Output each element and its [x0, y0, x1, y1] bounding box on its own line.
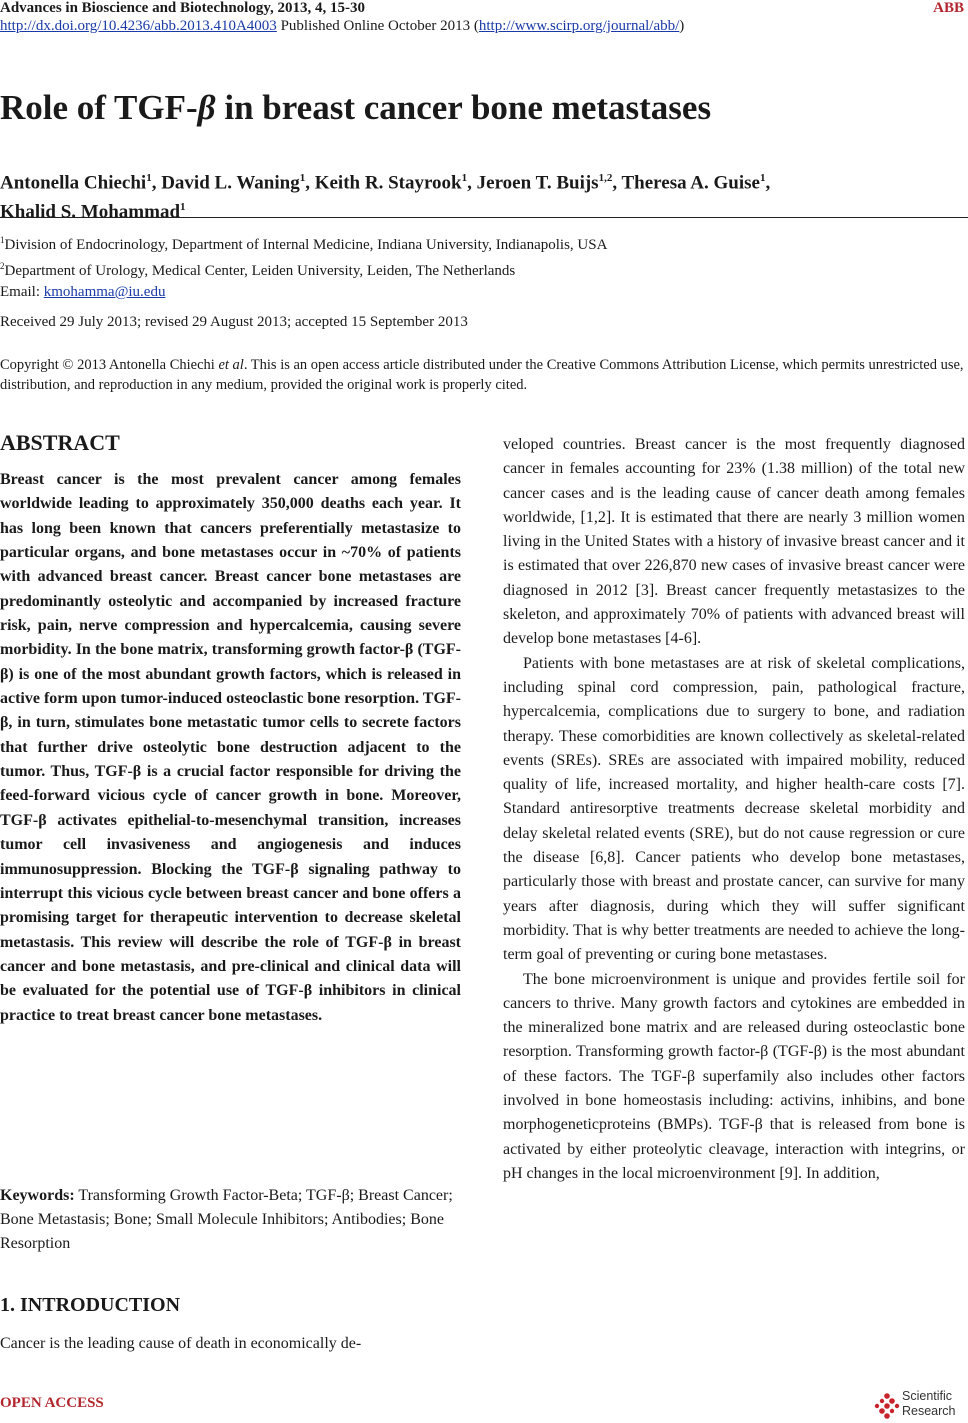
author-name: David L. Waning — [161, 172, 300, 194]
logo-dot — [890, 1409, 894, 1413]
keywords — [0, 1184, 461, 1256]
open-access-label: OPEN ACCESS — [0, 1395, 104, 1411]
keywords-label: Keywords: — [0, 1187, 75, 1204]
logo-text — [902, 1389, 956, 1419]
close-paren: ) — [679, 18, 685, 34]
title-part: Role of TGF- — [0, 88, 198, 127]
author-name: Antonella Chiechi — [0, 172, 147, 194]
body-paragraph: The bone microenvironment is unique and provides fertile soil for cancers to thrive. Many growth factors and cytokines are embedded in the mineralized bone matrix and are released during osteoclastic bone resorption. Transforming growth factor-β (TGF-β) is the most abundant of these factors. The TGF-β superfamily also includes other factors involved in bone homeostasis including: activins, inhibins, and bone morphogeneticproteins (BMPs). TGF-β that is released from bone is activated by either proteolytic cleavage, interaction with integrins, or pH changes in the local microenvironment [9]. In addition, — [503, 970, 965, 1182]
affiliation-text: Department of Urology, Medical Center, Leiden University, Leiden, The Netherlands — [4, 263, 516, 279]
affiliation-line — [0, 230, 960, 256]
body-paragraph: Patients with bone metastases are at risk of skeletal complications, including spinal cord compression, pain, pathological fracture, hypercalcemia, complications due to surgery to bone, and radiation therapy. These comorbidities are known collectively as skeletal-related events (SREs). SREs are associated with impaired mobility, reduced quality of life, increased mortality, and higher health-care costs [7]. Standard antiresorptive treatments decrease skeletal morbidity and delay skeletal related events (SRE), but do not cause regression or cure the disease [6,8]. Cancer patients who develop bone metastases, particularly those with breast and prostate cancer, can survive for many years after diagnosis, during which they will suffer significant morbidity. That is why better treatments are needed to achieve the long-term goal of preventing or curing bone metastases. — [503, 654, 965, 964]
affiliations — [0, 230, 960, 303]
paper-title — [0, 88, 711, 128]
logo-dot — [884, 1413, 890, 1419]
copyright-text: Copyright © 2013 Antonella Chiechi — [0, 357, 219, 373]
logo-dot — [884, 1403, 890, 1409]
copyright-notice — [0, 355, 968, 395]
author-name: Khalid S. Mohammad — [0, 201, 181, 223]
logo-dot — [879, 1408, 885, 1414]
journal-link[interactable]: http://www.scirp.org/journal/abb/ — [478, 18, 680, 34]
author-affiliation-mark: 1 — [759, 172, 766, 184]
author-name: Keith R. Stayrook — [314, 172, 462, 194]
author-name: Jeroen T. Buijs — [476, 172, 599, 194]
journal-abbrev: ABB — [933, 0, 964, 16]
email-label: Email: — [0, 284, 44, 300]
author-affiliation-mark: 1 — [461, 172, 468, 184]
received-dates: Received 29 July 2013; revised 29 August 2013; accepted 15 September 2013 — [0, 314, 468, 330]
affiliation-mark: 2 — [0, 261, 5, 271]
title-beta: β — [197, 88, 216, 127]
introduction-heading: 1. INTRODUCTION — [0, 1294, 181, 1316]
author-affiliation-mark: 1 — [299, 172, 306, 184]
affiliation-mark: 1 — [0, 235, 5, 245]
logo-dot — [880, 1399, 884, 1403]
logo-dot — [884, 1393, 890, 1399]
body-paragraph: veloped countries. Breast cancer is the most frequently diagnosed cancer in females accounting for 23% (1.38 million) of the total new cancer cases and is the leading cause of cancer death among females worldwide, [1,2]. It is estimated that there are nearly 3 million women living in the United States with a history of invasive breast cancer and it is estimated that over 226,870 new cases of invasive breast cancer were diagnosed in 2012 [3]. Breast cancer frequently metastasizes to the skeleton, and approximately 70% of patients with advanced breast will develop bone metastases [4-6]. — [503, 436, 965, 648]
right-column — [503, 433, 965, 1186]
logo-dot — [889, 1398, 895, 1404]
affiliation-list — [0, 230, 960, 282]
logo-dots-icon — [874, 1393, 900, 1419]
author-affiliation-mark: 1 — [146, 172, 152, 184]
published-text: Published Online October 2013 ( — [276, 18, 479, 34]
email-line — [0, 282, 960, 303]
affiliation-line — [0, 256, 960, 282]
author-affiliation-mark: 1,2 — [598, 172, 613, 184]
logo-dot — [875, 1404, 879, 1408]
email-link[interactable]: kmohamma@iu.edu — [43, 284, 166, 300]
scientific-research-logo — [874, 1389, 964, 1421]
introduction-text: Cancer is the leading cause of death in economically de- — [0, 1335, 362, 1352]
title-part: in breast cancer bone metastases — [215, 88, 712, 127]
author-name: Theresa A. Guise — [621, 172, 760, 194]
publication-line — [0, 18, 684, 35]
header-divider — [0, 217, 968, 218]
copyright-etal: et al — [218, 357, 244, 373]
author-affiliation-mark: 1 — [180, 201, 186, 214]
journal-citation: Advances in Bioscience and Biotechnology, 2013, 4, 15-30 — [0, 0, 366, 16]
abstract-heading: ABSTRACT — [0, 430, 120, 455]
doi-link[interactable]: http://dx.doi.org/10.4236/abb.2013.410A4003 — [0, 18, 277, 34]
logo-dot — [895, 1404, 899, 1408]
copyright-text: . This is an open access article distributed under the Creative Commons Attribution License, which permits unrestricted use, distribution, and reproduction in any medium, provided the original work is properly cited. — [0, 357, 964, 393]
author-list: Antonella Chiechi$^1$, David L. Waning$^1$, Keith R. Stayrook$^1$, Jeroen T. Buijs$^{1,2}$, Theresa A. Guise$^1$, Khalid S. Mohammad$^1$ — [0, 172, 771, 223]
logo-line: Research — [902, 1404, 956, 1418]
logo-line: Scientific — [902, 1389, 953, 1403]
affiliation-text: Division of Endocrinology, Department of Internal Medicine, Indiana University, Indianapolis, USA — [4, 237, 608, 253]
abstract-text: Breast cancer is the most prevalent cancer among females worldwide leading to approximately 350,000 deaths each year. It has long been known that cancers preferentially metastasize to particular organs, and bone metastases occur in ~70% of patients with advanced breast cancer. Breast cancer bone metastases are predominantly osteolytic and accompanied by increased fracture risk, pain, nerve compression and hypercalcemia, causing severe morbidity. In the bone matrix, transforming growth factor-β (TGF-β) is one of the most abundant growth factors, which is released in active form upon tumor-induced osteoclastic bone resorption. TGF-β, in turn, stimulates bone metastatic tumor cells to secrete factors that further drive osteolytic bone destruction adjacent to the tumor. Thus, TGF-β is a crucial factor responsible for driving the feed-forward vicious cycle of cancer growth in bone. Moreover, TGF-β activates epithelial-to-mesenchymal transition, increases tumor cell invasiveness and angiogenesis and induces immunosuppression. Blocking the TGF-β signaling pathway to interrupt this vicious cycle between breast cancer and bone offers a promising target for therapeutic intervention to decrease skeletal metastasis. This review will describe the role of TGF-β in breast cancer and bone metastasis, and pre-clinical and clinical data will be evaluated for the potential use of TGF-β inhibitors in clinical practice to treat breast cancer bone metastases. — [0, 471, 462, 1024]
keywords-text: Transforming Growth Factor-Beta; TGF-β; Breast Cancer; Bone Metastasis; Bone; Small Molecule Inhibitors; Antibodies; Bone Resorption — [0, 1187, 453, 1252]
